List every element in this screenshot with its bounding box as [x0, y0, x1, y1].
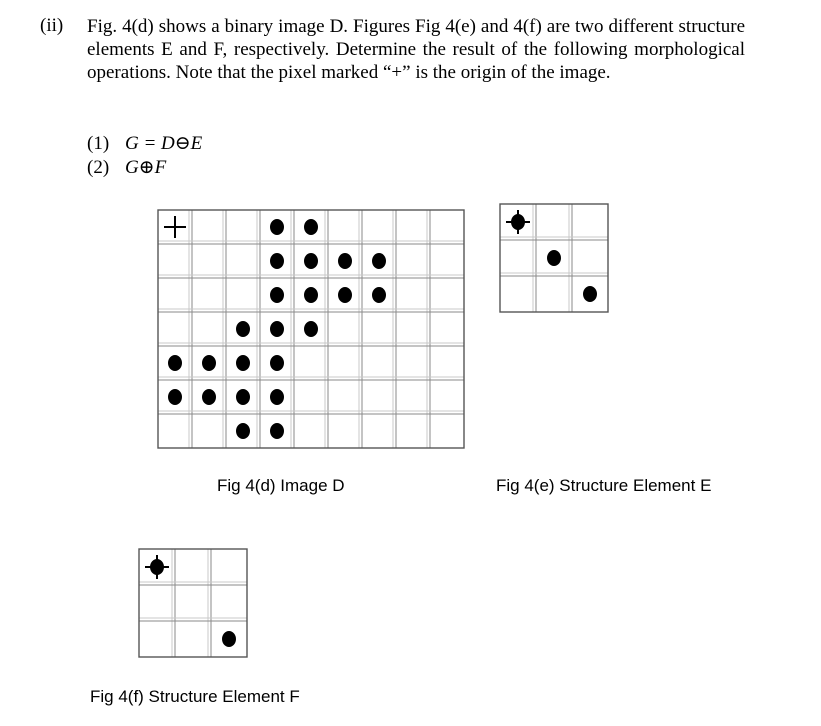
pixel-dot: [270, 321, 284, 337]
image-d-grid: [158, 210, 464, 448]
element-e-grid: [500, 204, 608, 312]
question-text: Fig. 4(d) shows a binary image D. Figures Fig 4(e) and 4(f) are two different structure elements E and F, respectively. Determine the result of the following morphological operations. Note that the pixel marked “+” is the origin of the image.: [87, 16, 745, 83]
pixel-dot: [270, 355, 284, 371]
operation-1-expression: G = D⊖E: [125, 133, 203, 154]
origin-plus-icon: [164, 216, 186, 238]
pixel-dot: [338, 287, 352, 303]
pixel-dot: [304, 219, 318, 235]
pixel-dot: [270, 219, 284, 235]
element-f-grid: [139, 549, 247, 657]
image-d-caption: Fig 4(d) Image D: [217, 476, 345, 495]
pixel-dot: [338, 253, 352, 269]
pixel-dot: [270, 423, 284, 439]
pixel-dot: [202, 389, 216, 405]
pixel-dot: [168, 355, 182, 371]
element-f-caption: Fig 4(f) Structure Element F: [90, 687, 300, 706]
operation-2-expression: G⊕F: [125, 157, 167, 178]
question-number: (ii): [40, 15, 64, 36]
pixel-dot: [304, 321, 318, 337]
pixel-dot: [270, 287, 284, 303]
pixel-dot: [372, 253, 386, 269]
pixel-dot: [236, 355, 250, 371]
operation-1-number: (1): [87, 133, 110, 154]
pixel-dot: [202, 355, 216, 371]
origin-plus-icon: [145, 555, 169, 579]
pixel-dot: [583, 286, 597, 302]
origin-plus-icon: [506, 210, 530, 234]
pixel-dot: [236, 389, 250, 405]
pixel-dot: [304, 253, 318, 269]
operation-2: [87, 156, 166, 179]
pixel-dot: [236, 321, 250, 337]
pixel-dot: [168, 389, 182, 405]
pixel-dot: [222, 631, 236, 647]
element-e-caption: Fig 4(e) Structure Element E: [496, 476, 712, 495]
pixel-dot: [372, 287, 386, 303]
pixel-dot: [270, 253, 284, 269]
pixel-dot: [236, 423, 250, 439]
pixel-dot: [270, 389, 284, 405]
operation-1: [87, 132, 202, 155]
pixel-dot: [304, 287, 318, 303]
pixel-dot: [547, 250, 561, 266]
operation-2-number: (2): [87, 157, 110, 178]
